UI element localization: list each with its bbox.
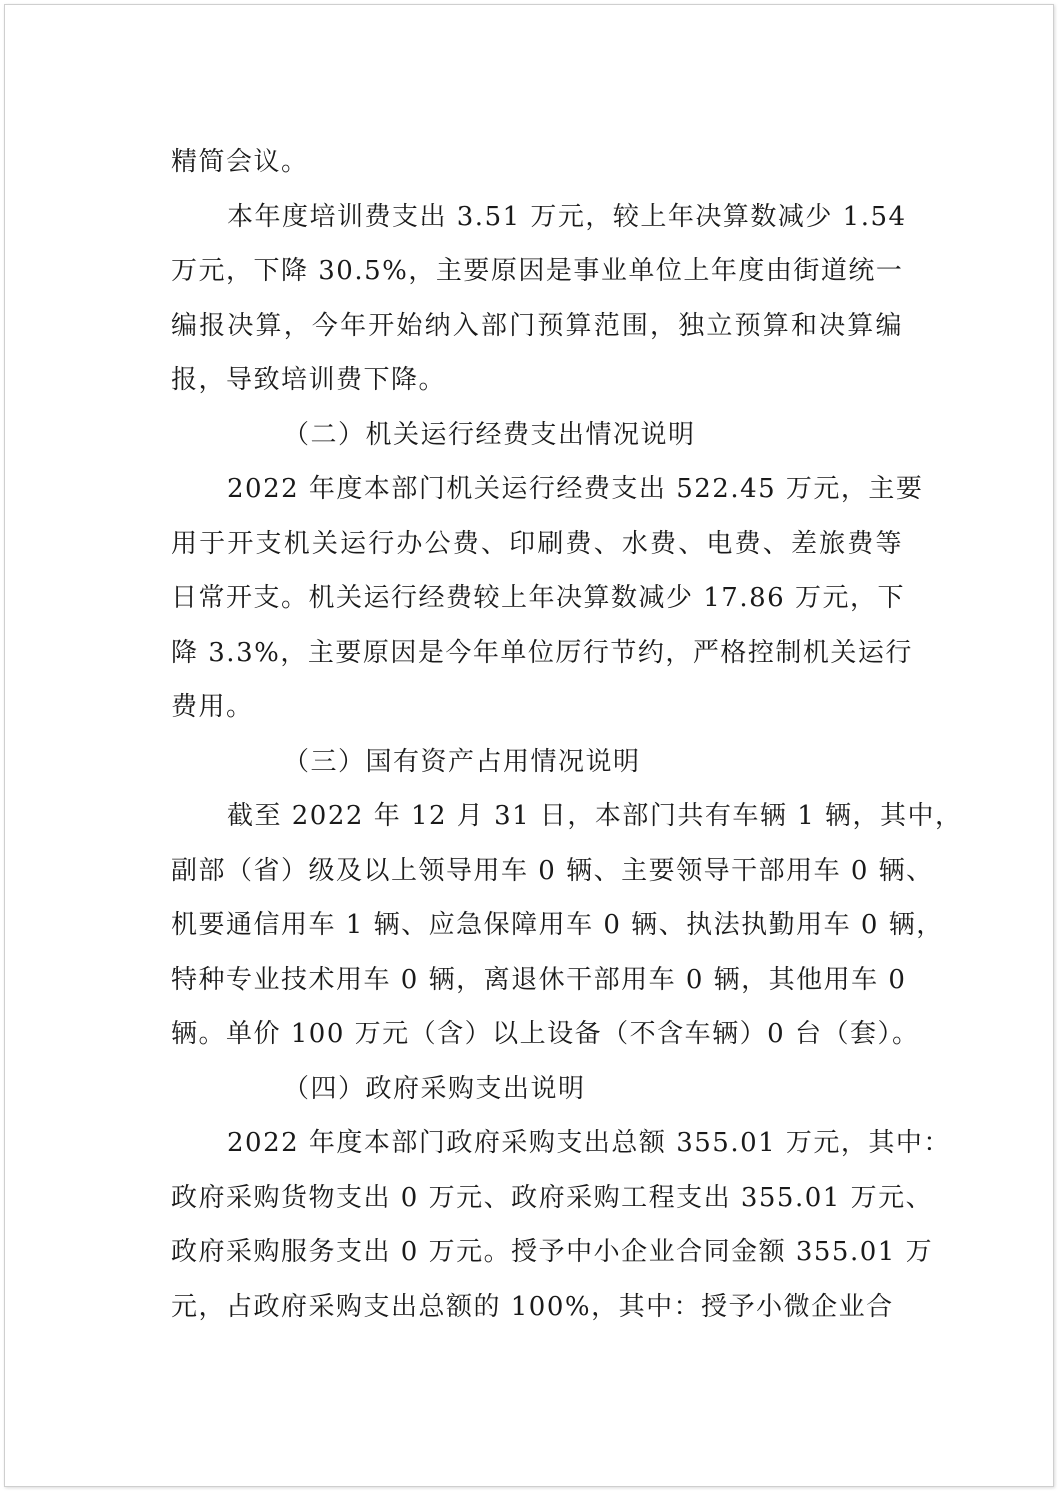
- body-paragraph: [171, 190, 907, 408]
- text-line: （四）政府采购支出说明: [283, 1073, 586, 1104]
- document-body: [171, 135, 963, 1334]
- body-paragraph: [171, 462, 924, 735]
- text-line: 精简会议。: [171, 147, 309, 177]
- text-line: 万元，下降 30.5%，主要原因是事业单位上年度由街道统一: [171, 256, 904, 286]
- section-heading: [171, 735, 903, 790]
- text-line: 编报决算，今年开始纳入部门预算范围，独立预算和决算编: [171, 310, 903, 341]
- section-heading: [171, 1062, 903, 1117]
- text-line: 截至 2022 年 12 月 31 日，本部门共有车辆 1 辆，其中，: [227, 801, 963, 831]
- text-line: 费用。: [171, 692, 254, 722]
- text-line: 副部（省）级及以上领导用车 0 辆、主要领导干部用车 0 辆、: [171, 855, 934, 886]
- document-page: [4, 4, 1054, 1487]
- text-line: 元，占政府采购支出总额的 100%，其中：授予小微企业合: [171, 1291, 894, 1322]
- text-line: 2022 年度本部门政府采购支出总额 355.01 万元，其中：: [227, 1128, 951, 1158]
- body-paragraph: [171, 135, 903, 190]
- text-line: 政府采购货物支出 0 万元、政府采购工程支出 355.01 万元、: [171, 1182, 934, 1213]
- text-line: 本年度培训费支出 3.51 万元，较上年决算数减少 1.54: [227, 201, 907, 232]
- text-line: （二）机关运行经费支出情况说明: [283, 419, 696, 450]
- text-line: 辆。单价 100 万元（含）以上设备（不含车辆）0 台（套）。: [171, 1019, 920, 1049]
- text-line: 用于开支机关运行办公费、印刷费、水费、电费、差旅费等: [171, 528, 903, 559]
- text-line: 特种专业技术用车 0 辆，离退休干部用车 0 辆，其他用车 0: [171, 964, 907, 995]
- text-line: 政府采购服务支出 0 万元。授予中小企业合同金额 355.01 万: [171, 1237, 934, 1267]
- text-line: 报，导致培训费下降。: [171, 365, 447, 395]
- text-line: 机要通信用车 1 辆、应急保障用车 0 辆、执法执勤用车 0 辆，: [171, 910, 944, 940]
- body-paragraph: [171, 789, 963, 1062]
- text-line: 2022 年度本部门机关运行经费支出 522.45 万元，主要: [227, 474, 924, 504]
- text-line: 日常开支。机关运行经费较上年决算数减少 17.86 万元，下: [171, 583, 905, 613]
- text-line: 降 3.3%，主要原因是今年单位厉行节约，严格控制机关运行: [171, 637, 913, 668]
- body-paragraph: [171, 1116, 951, 1334]
- section-heading: [171, 408, 903, 463]
- text-line: （三）国有资产占用情况说明: [283, 746, 641, 777]
